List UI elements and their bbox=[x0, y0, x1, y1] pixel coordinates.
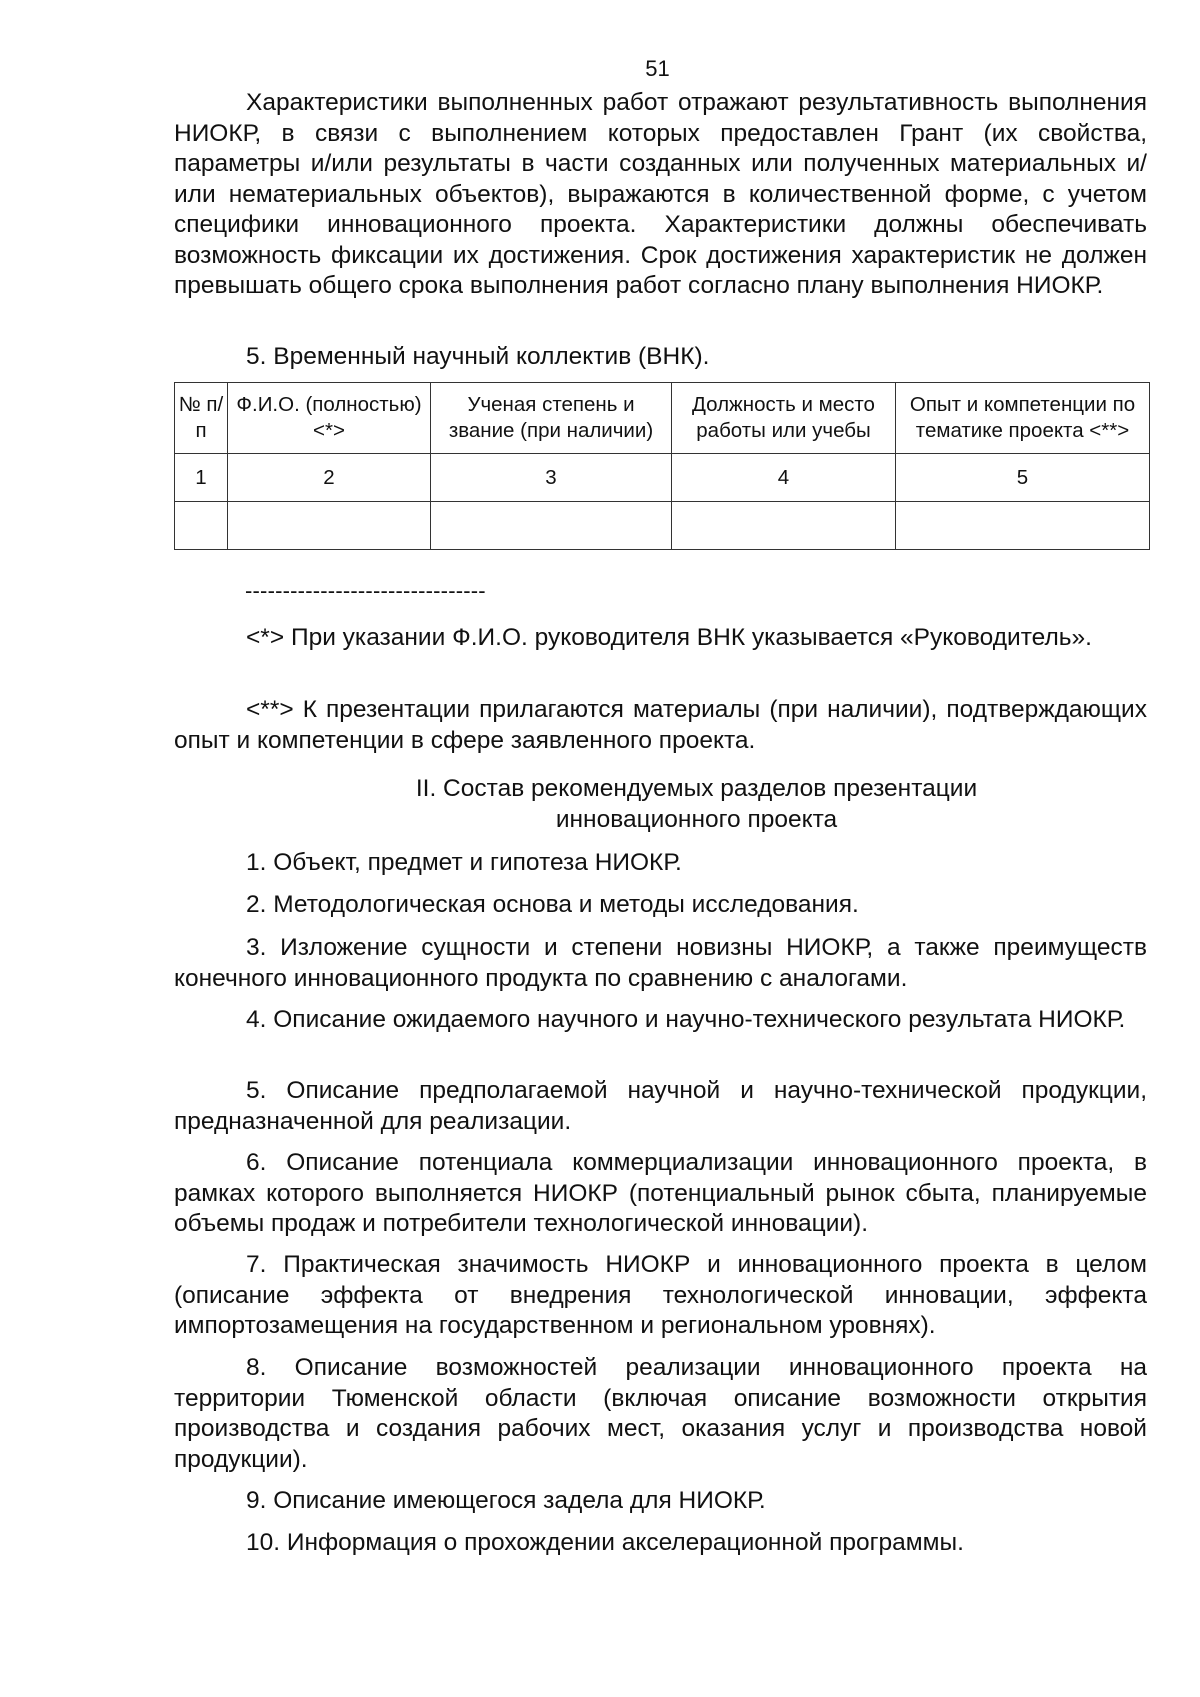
table-cell bbox=[228, 502, 431, 550]
table-cell: 2 bbox=[228, 454, 431, 502]
list-item: 10. Информация о прохождении акселерационной программы. bbox=[246, 1529, 964, 1556]
table-cell bbox=[431, 502, 672, 550]
footnote-2: <**> К презентации прилагаются материалы (при наличии), подтверждающих опыт и компетенции в сфере заявленного проекта. bbox=[174, 696, 1147, 754]
section-2-heading bbox=[174, 774, 1200, 835]
list-item: 2. Методологическая основа и методы исследования. bbox=[246, 891, 859, 918]
table-cell: 1 bbox=[175, 454, 228, 502]
vnk-table bbox=[174, 382, 1150, 550]
table-number-row bbox=[175, 454, 1150, 502]
section-2-heading-line-2: инновационного проекта bbox=[555, 805, 838, 833]
table-cell bbox=[175, 502, 228, 550]
list-item: 8. Описание возможностей реализации инновационного проекта на территории Тюменской области (включая описание возможности открытия производства и создания рабочих мест, оказания услуг и производства новой продукции). bbox=[174, 1354, 1147, 1473]
list-item: 4. Описание ожидаемого научного и научно-технического результата НИОКР. bbox=[246, 1006, 1126, 1033]
table-header-cell: Ученая степень и звание (при наличии) bbox=[431, 383, 672, 454]
table-cell: 5 bbox=[896, 454, 1150, 502]
list-item: 6. Описание потенциала коммерциализации инновационного проекта, в рамках которого выполняется НИОКР (потенциальный рынок сбыта, планируемые объемы продаж и потребители технологической инновации). bbox=[174, 1149, 1147, 1237]
table-header-cell: Ф.И.О. (полностью) <*> bbox=[228, 383, 431, 454]
list-item: 3. Изложение сущности и степени новизны НИОКР, а также преимуществ конечного инновационного продукта по сравнению с аналогами. bbox=[174, 934, 1147, 992]
table-cell bbox=[896, 502, 1150, 550]
footnote-1: <*> При указании Ф.И.О. руководителя ВНК указывается «Руководитель». bbox=[246, 624, 1092, 651]
list-item: 5. Описание предполагаемой научной и научно-технической продукции, предназначенной для реализации. bbox=[174, 1077, 1147, 1135]
table-cell bbox=[672, 502, 896, 550]
table-header-cell: Должность и место работы или учебы bbox=[672, 383, 896, 454]
list-item: 1. Объект, предмет и гипотеза НИОКР. bbox=[246, 849, 682, 876]
section-2-heading-line-1: II. Состав рекомендуемых разделов презентации bbox=[415, 775, 978, 802]
list-item: 9. Описание имеющегося задела для НИОКР. bbox=[246, 1487, 766, 1514]
table-cell: 3 bbox=[431, 454, 672, 502]
list-item: 7. Практическая значимость НИОКР и инновационного проекта в целом (описание эффекта от внедрения технологической инновации, эффекта импортозамещения на государственном и региональном уровнях). bbox=[174, 1251, 1147, 1339]
footnote-separator: -------------------------------- bbox=[245, 578, 486, 603]
table-header-row bbox=[175, 383, 1150, 454]
table-header-cell: № п/п bbox=[175, 383, 228, 454]
table-cell: 4 bbox=[672, 454, 896, 502]
paragraph-characteristics: Характеристики выполненных работ отражают результативность выполнения НИОКР, в связи с выполнением которых предоставлен Грант (их свойства, параметры и/или результаты в части созданных или полученных материальных и/или нематериальных объектов), выражаются в количественной форме, с учетом специфики инновационного проекта. Характеристики должны обеспечивать возможность фиксации их достижения. Срок достижения характеристик не должен превышать общего срока выполнения работ согласно плану выполнения НИОКР. bbox=[174, 89, 1147, 299]
section-5-title: 5. Временный научный коллектив (ВНК). bbox=[246, 343, 710, 370]
table-header-cell: Опыт и компетенции по тематике проекта <**> bbox=[896, 383, 1150, 454]
table-empty-row bbox=[175, 502, 1150, 550]
page-number: 51 bbox=[645, 56, 670, 81]
